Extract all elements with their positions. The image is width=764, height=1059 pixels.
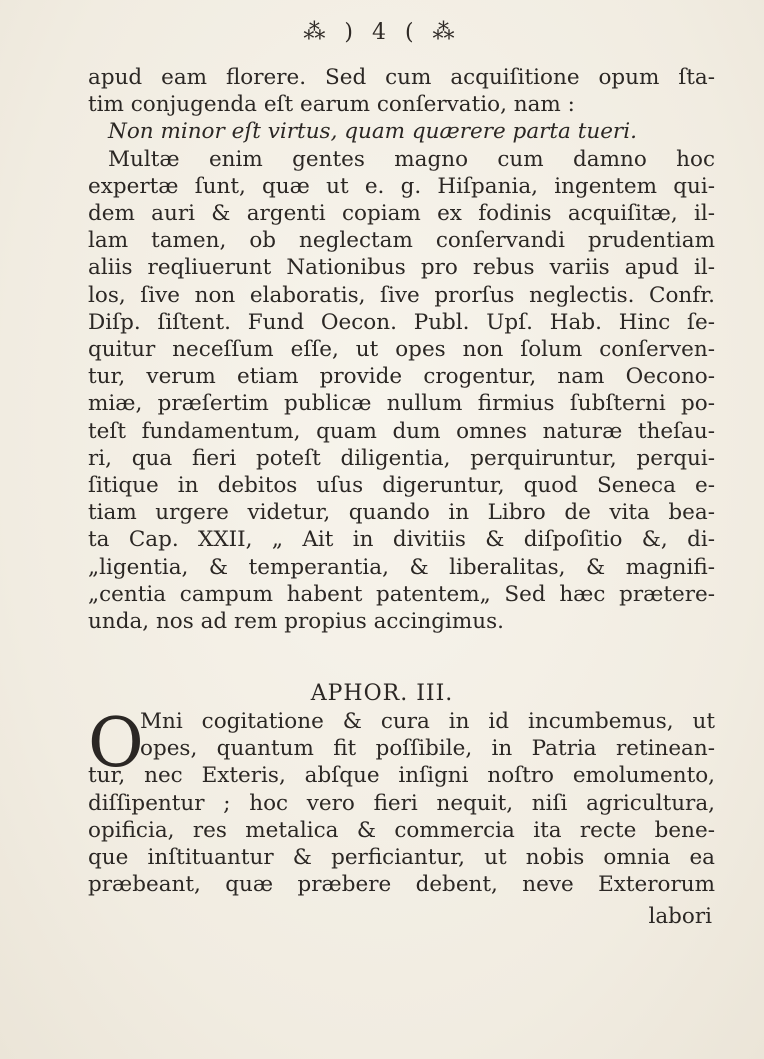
text-line: tim conjugenda eſt earum conſervatio, nam : (88, 92, 575, 118)
text-line: lam tamen, ob neglectam conſervandi prudentiam (88, 228, 715, 254)
paragraph-1 (88, 64, 715, 635)
text-line: tur, nec Exteris, abſque inſigni noſtro emolumento, (88, 763, 715, 789)
text-line: „ligentia, & temperantia, & liberalitas, & magnifi- (88, 554, 715, 580)
text-line: expertæ ſunt, quæ ut e. g. Hiſpania, ingentem qui- (88, 173, 715, 199)
text-line: Diſp. ſiſtent. Fund Oecon. Publ. Upſ. Hab. Hinc ſe- (88, 309, 715, 335)
text-line: diſſipentur ; hoc vero fieri nequit, niſi agricultura, (88, 790, 715, 816)
text-line: præbeant, quæ præbere debent, neve Exterorum (88, 872, 715, 898)
page-header: ⁂ ) 4 ( ⁂ (303, 20, 461, 45)
text-line: los, ſive non elaboratis, ſive prorſus neglectis. Confr. (88, 282, 715, 308)
text-line: opificia, res metalica & commercia ita recte bene- (88, 817, 715, 843)
text-line: quitur neceſſum eſſe, ut opes non ſolum conſerven- (88, 337, 715, 363)
drop-cap: O (88, 704, 144, 783)
text-line: ri, qua fieri poteſt diligentia, perquiruntur, perqui- (88, 445, 715, 471)
text-line: Mni cogitatione & cura in id incumbemus, ut (140, 709, 715, 734)
text-line: ſitique in debitos uſus digeruntur, quod Seneca e- (88, 473, 715, 499)
text-line: unda, nos ad rem propius accingimus. (88, 609, 504, 635)
text-line: miæ, præſertim publicæ nullum firmius ſubſterni po- (88, 391, 715, 417)
text-line: tur, verum etiam provide crogentur, nam Oecono- (88, 364, 715, 390)
text-line: Multæ enim gentes magno cum damno hoc (108, 146, 715, 172)
text-line: dem auri & argenti copiam ex fodinis acquiſitæ, il- (88, 201, 715, 227)
text-line: aliis reqliuerunt Nationibus pro rebus variis apud il- (88, 255, 715, 281)
text-line: que inſtituantur & perficiantur, ut nobis omnia ea (88, 845, 715, 871)
catchword: labori (648, 904, 712, 929)
text-line: teſt fundamentum, quam dum omnes naturæ theſau- (88, 418, 715, 444)
text-line: opes, quantum fit poſſibile, in Patria retinean- (140, 736, 715, 762)
text-line: tiam urgere videtur, quando in Libro de vita bea- (88, 500, 715, 526)
text-line: ta Cap. XXII, „ Ait in divitiis & diſpoſitio &, di- (88, 527, 715, 553)
aphorism-text (88, 704, 715, 898)
text-line: Non minor eſt virtus, quam quærere parta tueri. (108, 119, 637, 145)
text-line: „centia campum habent patentem„ Sed hæc prætere- (88, 581, 715, 607)
text-line: apud eam florere. Sed cum acquiſitione opum ſta- (88, 65, 715, 90)
aphorism-title: APHOR. III. (310, 681, 454, 706)
